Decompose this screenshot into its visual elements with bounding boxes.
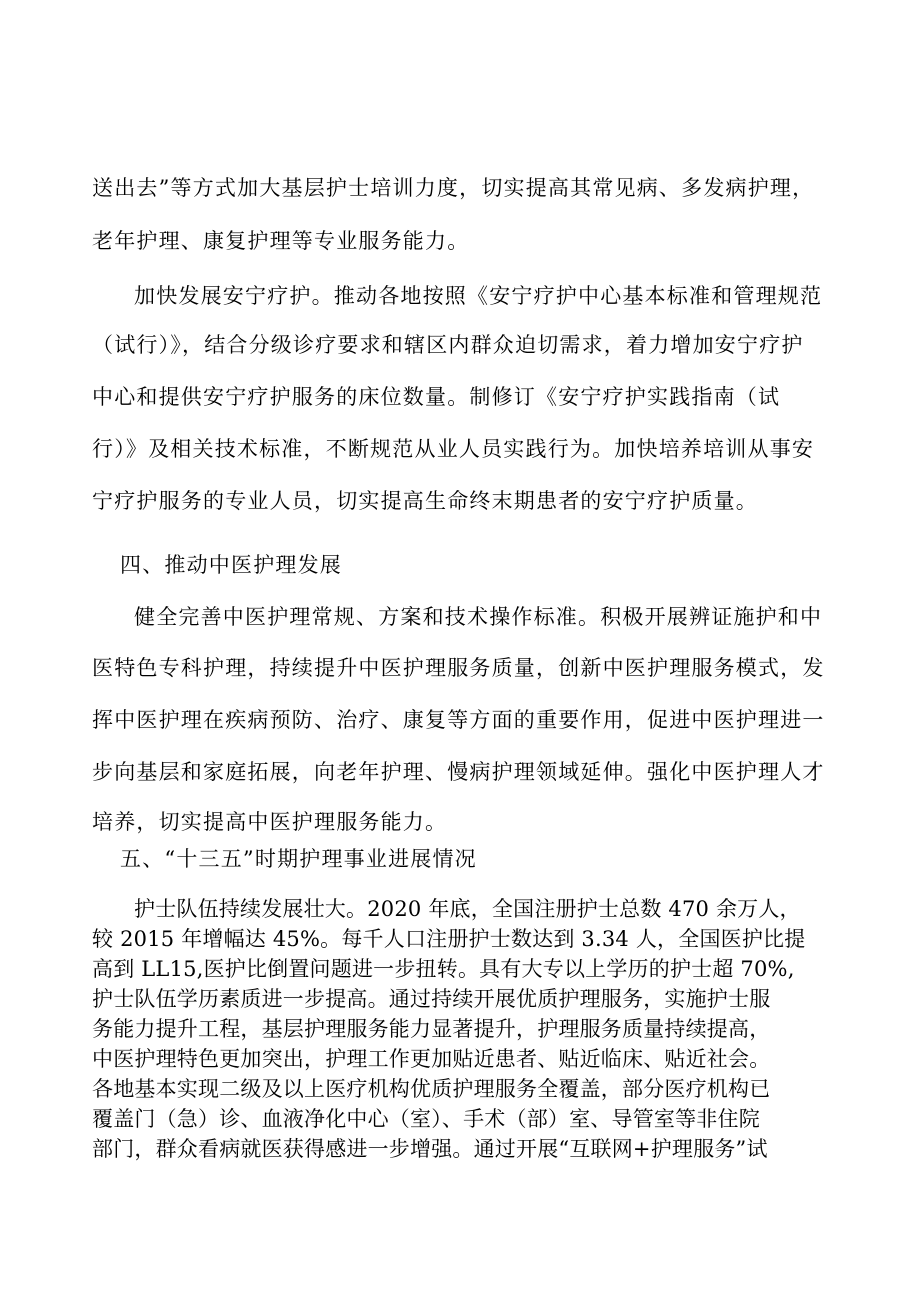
paragraph-line: 培养，切实提高中医护理服务能力。 bbox=[92, 810, 448, 834]
paragraph-line: 加快发展安宁疗护。推动各地按照《安宁疗护中心基本标准和管理规范 bbox=[134, 284, 823, 308]
paragraph-line: 宁疗护服务的专业人员，切实提高生命终末期患者的安宁疗护质量。 bbox=[92, 489, 758, 513]
paragraph-line: 覆盖门（急）诊、血液净化中心（室）、手术（部）室、导管室等非住院 bbox=[92, 1107, 760, 1131]
paragraph-line: 高到 LL15,医护比倒置问题进一步扭转。具有大专以上学历的护士超 70%, bbox=[92, 957, 795, 981]
section-heading: 四、推动中医护理发展 bbox=[120, 553, 342, 577]
paragraph-line: 务能力提升工程，基层护理服务能力显著提升，护理服务质量持续提高， bbox=[92, 1017, 771, 1041]
paragraph-line: 各地基本实现二级及以上医疗机构优质护理服务全覆盖，部分医疗机构已 bbox=[92, 1077, 771, 1101]
paragraph-line: 护士队伍持续发展壮大。2020 年底，全国注册护士总数 470 余万人， bbox=[134, 897, 801, 921]
paragraph-line: 步向基层和家庭拓展，向老年护理、慢病护理领域延伸。强化中医护理人才 bbox=[92, 760, 825, 784]
paragraph-line: 护士队伍学历素质进一步提高。通过持续开展优质护理服务，实施护士服 bbox=[92, 987, 771, 1011]
paragraph-line: 健全完善中医护理常规、方案和技术操作标准。积极开展辨证施护和中 bbox=[134, 605, 823, 629]
paragraph-line: 送出去”等方式加大基层护士培训力度，切实提高其常见病、多发病护理， bbox=[92, 176, 815, 200]
paragraph-line: 挥中医护理在疾病预防、治疗、康复等方面的重要作用，促进中医护理进一 bbox=[92, 708, 825, 732]
paragraph-line: 老年护理、康复护理等专业服务能力。 bbox=[92, 229, 470, 253]
paragraph-line: 中医护理特色更加突出，护理工作更加贴近患者、贴近临床、贴近社会。 bbox=[92, 1047, 771, 1071]
paragraph-line: 中心和提供安宁疗护服务的床位数量。制修订《安宁疗护实践指南（试 bbox=[92, 385, 781, 409]
section-heading: 五、“十三五”时期护理事业进展情况 bbox=[120, 847, 477, 871]
paragraph-line: 较 2015 年增幅达 45%。每千人口注册护士数达到 3.34 人，全国医护比提 bbox=[92, 927, 806, 951]
paragraph-line: 行）》及相关技术标准，不断规范从业人员实践行为。加快培养培训从事安 bbox=[92, 437, 815, 461]
paragraph-line: 医特色专科护理，持续提升中医护理服务质量，创新中医护理服务模式，发 bbox=[92, 656, 825, 680]
paragraph-line: （试行）》，结合分级诊疗要求和辖区内群众迫切需求，着力增加安宁疗护 bbox=[92, 333, 804, 357]
paragraph-line: 部门，群众看病就医获得感进一步增强。通过开展“互联网+护理服务”试 bbox=[92, 1137, 768, 1161]
